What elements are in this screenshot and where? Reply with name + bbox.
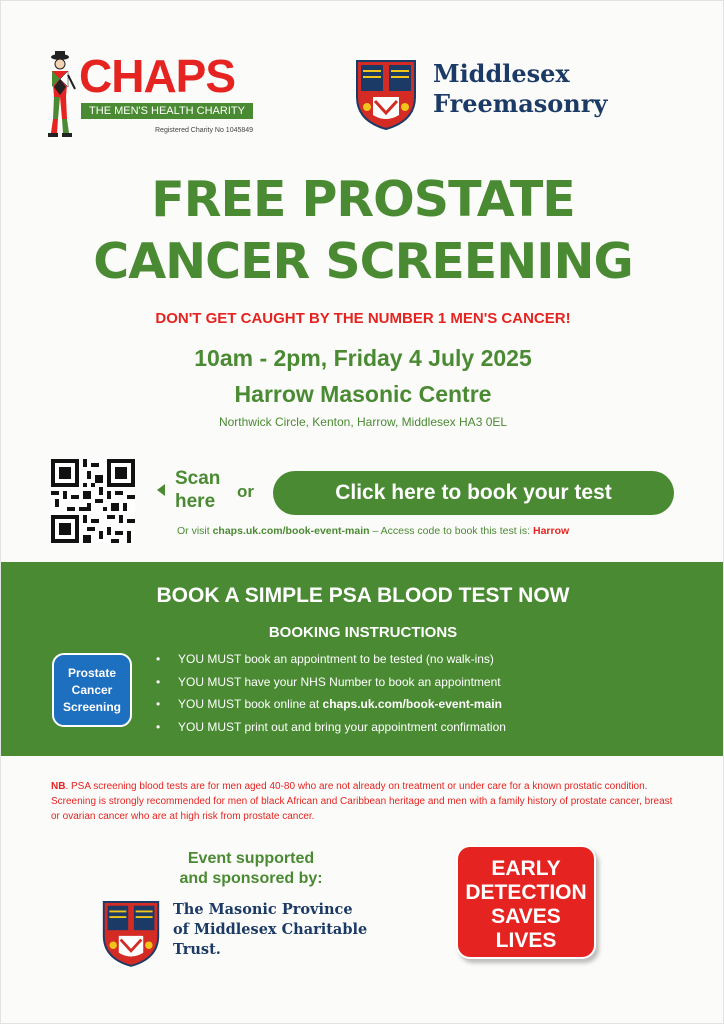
masonic-crest-icon [100, 898, 162, 968]
middlesex-freemasonry-logo [353, 57, 653, 131]
event-venue: Harrow Masonic Centre [234, 381, 492, 407]
early-line3: SAVES [491, 905, 561, 928]
instructions-list [156, 648, 506, 738]
scan-here-label [175, 467, 220, 513]
list-item [156, 716, 506, 739]
scan-arrow-icon [157, 484, 165, 496]
title-line2: CANCER SCREENING [93, 233, 633, 290]
chaps-logo [43, 49, 263, 141]
access-code: Harrow [532, 525, 570, 537]
list-item [156, 693, 506, 716]
badge-line2: Cancer [71, 683, 113, 697]
badge-line1: Prostate [67, 666, 117, 680]
sponsor-label [161, 849, 341, 889]
freemasonry-name [433, 59, 607, 119]
early-detection-badge [456, 845, 596, 959]
or-label: or [237, 482, 254, 501]
visit-middle: – Access code to book this test is: [372, 525, 531, 537]
early-line2: DETECTION [465, 881, 587, 904]
early-line1: EARLY [491, 857, 561, 880]
instruction-text: YOU MUST have your NHS Number to book an appointment [178, 674, 501, 689]
sponsor-name [173, 900, 367, 960]
sponsor-name-line1: The Masonic Province [173, 901, 353, 918]
booking-url-link[interactable]: chaps.uk.com/book-event-main [322, 697, 502, 711]
charity-registration: Registered Charity No 1045849 [155, 127, 254, 134]
sponsor-name-line2: of Middlesex Charitable [173, 921, 368, 938]
visit-line [177, 525, 569, 537]
scan-line2: here [175, 491, 216, 512]
scan-line1: Scan [175, 468, 221, 489]
instruction-text: YOU MUST print out and bring your appointment confirmation [178, 719, 506, 734]
note-text: . PSA screening blood tests are for men aged 40-80 who are not already on treatment or under care for a known prostatic condition. Screening is strongly recommended for men of black African and Caribbean heritage and men with a family history of prostate cancer, breast or ovarian cancer who are at high risk from prostate cancer. [51, 781, 673, 822]
freemasonry-line2: Freemasonry [433, 89, 608, 118]
booking-instructions-band [1, 562, 724, 756]
chaps-tagline: THE MEN'S HEALTH CHARITY [81, 103, 253, 119]
sponsor-name-line3: Trust. [173, 941, 221, 958]
band-subtitle: BOOKING INSTRUCTIONS [268, 624, 458, 641]
early-line4: LIVES [495, 929, 557, 952]
sponsor-label-line2: and sponsored by: [179, 870, 323, 887]
harlequin-figure-icon [43, 49, 77, 139]
band-title: BOOK A SIMPLE PSA BLOOD TEST NOW [156, 584, 570, 607]
chaps-wordmark: CHAPS [79, 50, 236, 102]
list-item [156, 648, 506, 671]
page-title [1, 169, 724, 293]
prostate-screening-badge [52, 653, 132, 727]
visit-prefix: Or visit [177, 525, 210, 537]
freemasonry-line1: Middlesex [433, 59, 570, 88]
eligibility-note [51, 779, 679, 824]
masonic-crest-icon [353, 57, 419, 131]
tagline: DON'T GET CAUGHT BY THE NUMBER 1 MEN'S CANCER! [155, 310, 571, 327]
list-item [156, 671, 506, 694]
note-prefix: NB [51, 781, 66, 792]
event-address: Northwick Circle, Kenton, Harrow, Middlesex HA3 0EL [218, 415, 508, 429]
qr-code-icon[interactable] [51, 459, 135, 543]
book-test-button[interactable]: Click here to book your test [273, 471, 674, 515]
sponsor-label-line1: Event supported [187, 850, 315, 867]
title-line1: FREE PROSTATE [151, 171, 575, 228]
instruction-text: YOU MUST book an appointment to be tested (no walk-ins) [178, 652, 494, 666]
visit-url-link[interactable]: chaps.uk.com/book-event-main [212, 525, 370, 537]
event-datetime: 10am - 2pm, Friday 4 July 2025 [194, 345, 532, 371]
instruction-text: YOU MUST book online at [178, 697, 320, 711]
badge-line3: Screening [62, 700, 122, 714]
